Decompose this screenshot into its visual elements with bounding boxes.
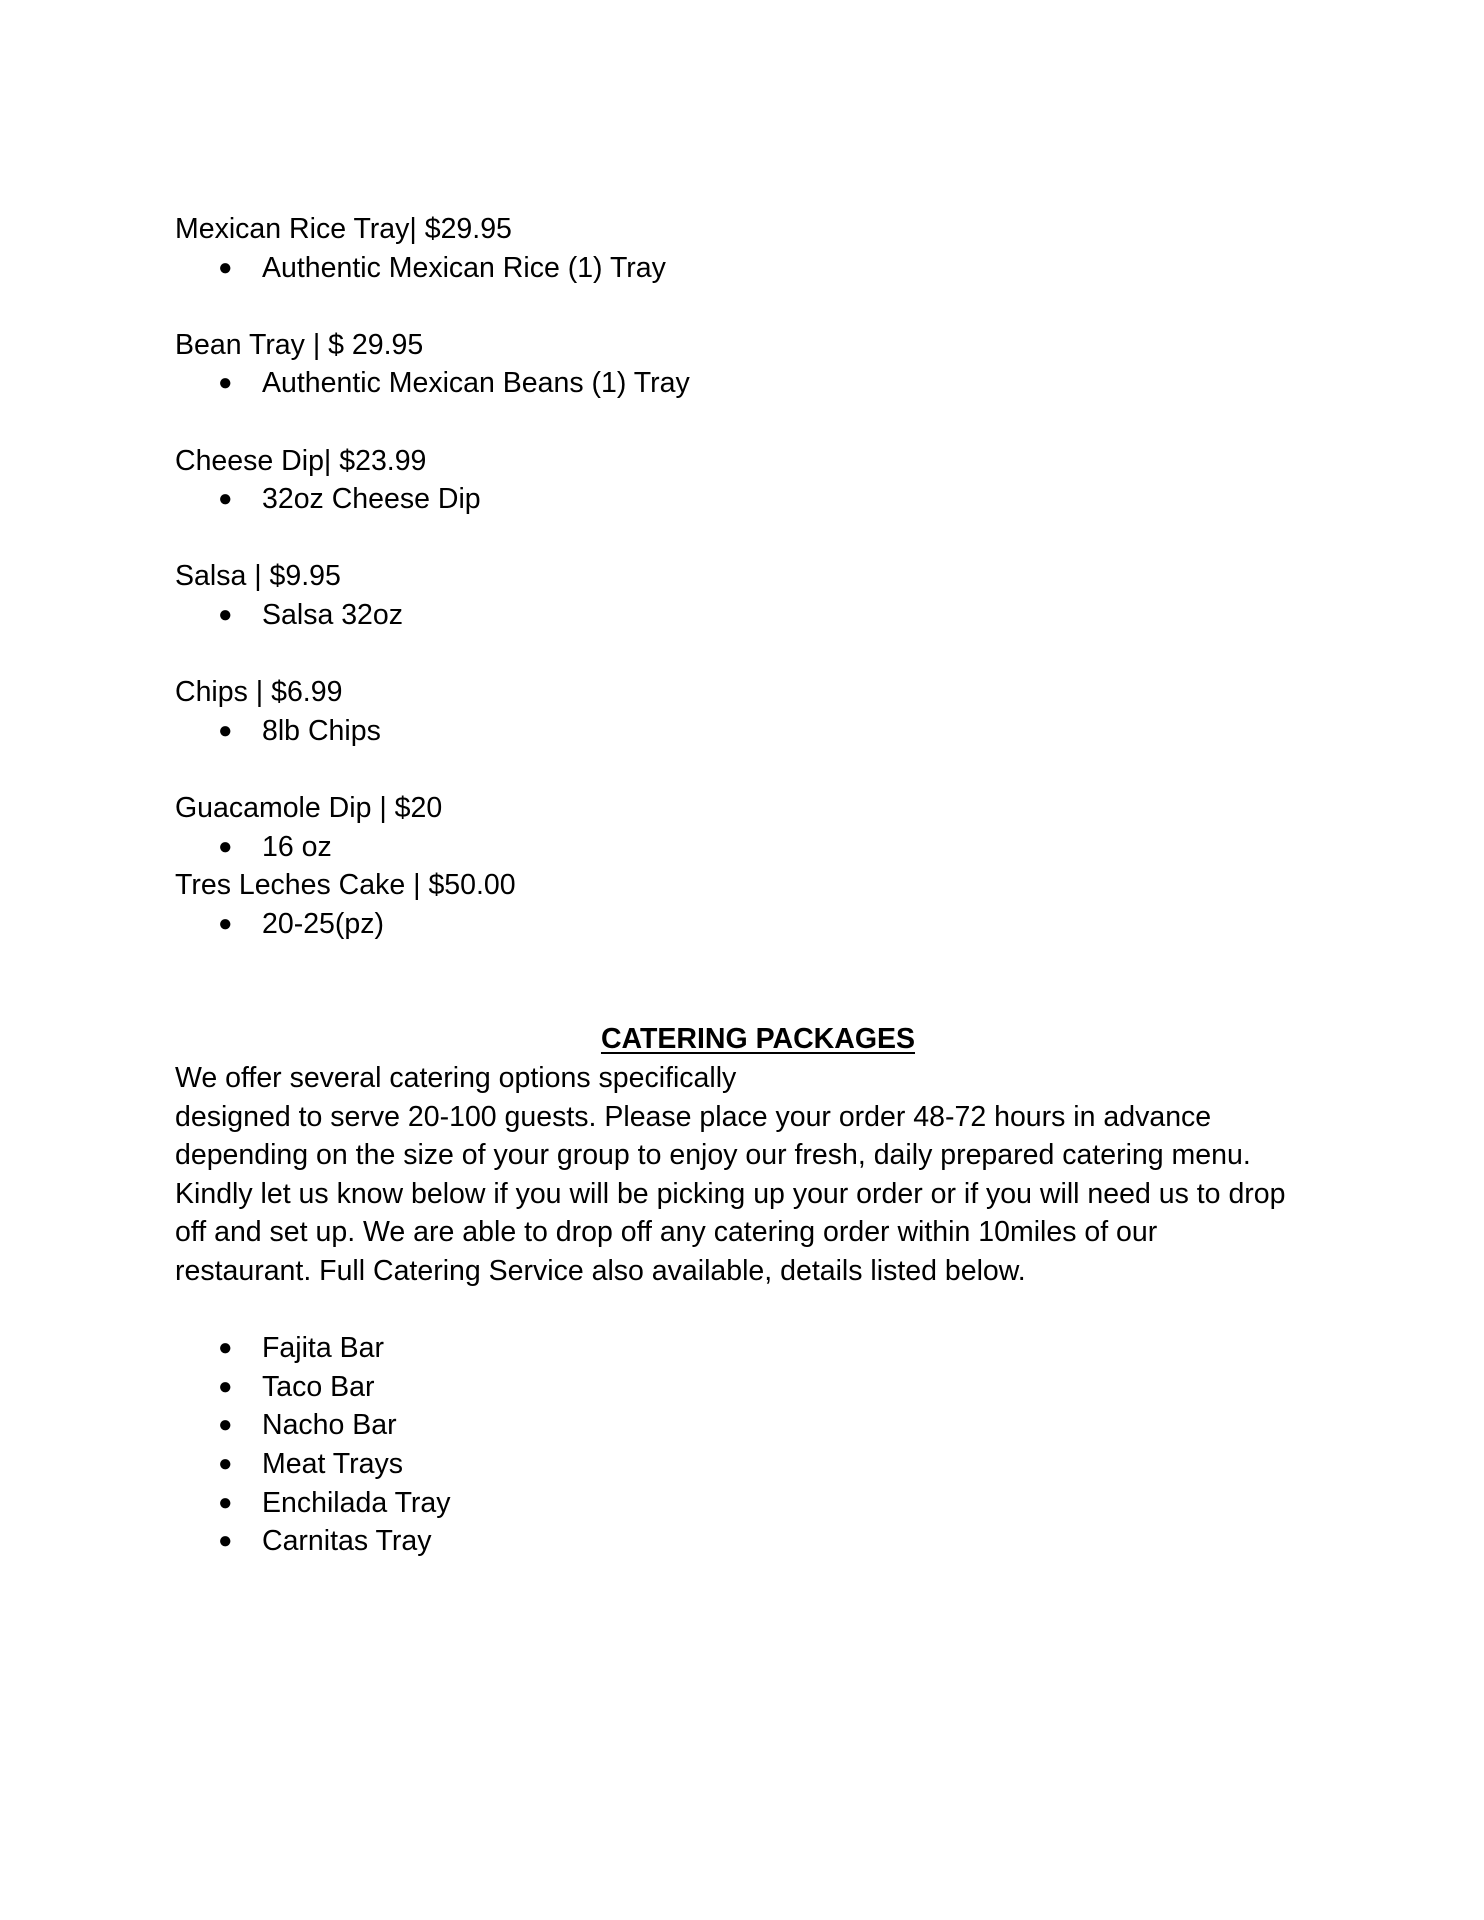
bullet-icon: ● — [218, 253, 233, 281]
list-item — [175, 905, 1325, 944]
paragraph-line: We offer several catering options specifically — [175, 1062, 737, 1095]
section-heading: CATERING PACKAGES — [600, 1023, 916, 1056]
menu-item-title: Salsa | $9.95 — [175, 560, 341, 593]
list-item — [175, 480, 1325, 519]
menu-item-detail: 16 oz — [262, 830, 332, 863]
package-list-item — [175, 1406, 1325, 1445]
menu-item-title: Guacamole Dip | $20 — [175, 791, 443, 824]
bullet-icon: ● — [218, 485, 233, 513]
bullet-icon: ● — [218, 369, 233, 397]
paragraph-line: designed to serve 20-100 guests. Please place your order 48-72 hours in advance — [175, 1100, 1212, 1133]
list-item — [175, 364, 1325, 403]
bullet-icon: ● — [218, 1411, 233, 1439]
package-list-item — [175, 1484, 1325, 1523]
package-name: Enchilada Tray — [262, 1486, 451, 1519]
package-list-item — [175, 1329, 1325, 1368]
bullet-icon: ● — [218, 1334, 233, 1362]
bullet-icon: ● — [218, 1372, 233, 1400]
menu-item-title: Bean Tray | $ 29.95 — [175, 328, 424, 361]
package-list-item — [175, 1445, 1325, 1484]
menu-item-title: Chips | $6.99 — [175, 676, 343, 709]
list-item — [175, 712, 1325, 751]
menu-content — [175, 210, 1325, 1561]
package-list-item — [175, 1522, 1325, 1561]
paragraph-line: off and set up. We are able to drop off any catering order within 10miles of our — [175, 1216, 1158, 1249]
bullet-icon: ● — [218, 600, 233, 628]
menu-item-detail: Authentic Mexican Rice (1) Tray — [262, 251, 666, 284]
bullet-icon: ● — [218, 1450, 233, 1477]
paragraph-line: restaurant. Full Catering Service also available, details listed below. — [175, 1255, 1026, 1288]
bullet-icon: ● — [218, 716, 233, 744]
menu-item-detail: 20-25(pz) — [262, 907, 384, 940]
package-name: Carnitas Tray — [262, 1525, 432, 1558]
menu-item-title: Cheese Dip| $23.99 — [175, 444, 427, 477]
menu-item-detail: Salsa 32oz — [262, 598, 404, 631]
menu-item-title: Mexican Rice Tray| $29.95 — [175, 213, 512, 245]
package-name: Taco Bar — [262, 1370, 375, 1403]
bullet-icon: ● — [218, 1527, 233, 1555]
bullet-icon: ● — [218, 909, 233, 937]
list-item — [175, 249, 1325, 288]
menu-item-detail: 32oz Cheese Dip — [262, 483, 481, 516]
menu-item-detail: Authentic Mexican Beans (1) Tray — [262, 367, 690, 400]
menu-item-detail: 8lb Chips — [262, 714, 381, 747]
bullet-icon: ● — [218, 1488, 233, 1516]
package-name: Fajita Bar — [262, 1332, 384, 1365]
package-name: Nacho Bar — [262, 1409, 397, 1442]
paragraph-line: depending on the size of your group to enjoy our fresh, daily prepared catering menu. — [175, 1139, 1251, 1172]
list-item — [175, 828, 1325, 867]
list-item — [175, 596, 1325, 635]
package-list-item — [175, 1368, 1325, 1407]
bullet-icon: ● — [218, 832, 233, 860]
package-name: Meat Trays — [262, 1448, 403, 1480]
paragraph-line: Kindly let us know below if you will be picking up your order or if you will need us to drop — [175, 1177, 1286, 1210]
menu-item-title: Tres Leches Cake | $50.00 — [175, 869, 516, 902]
